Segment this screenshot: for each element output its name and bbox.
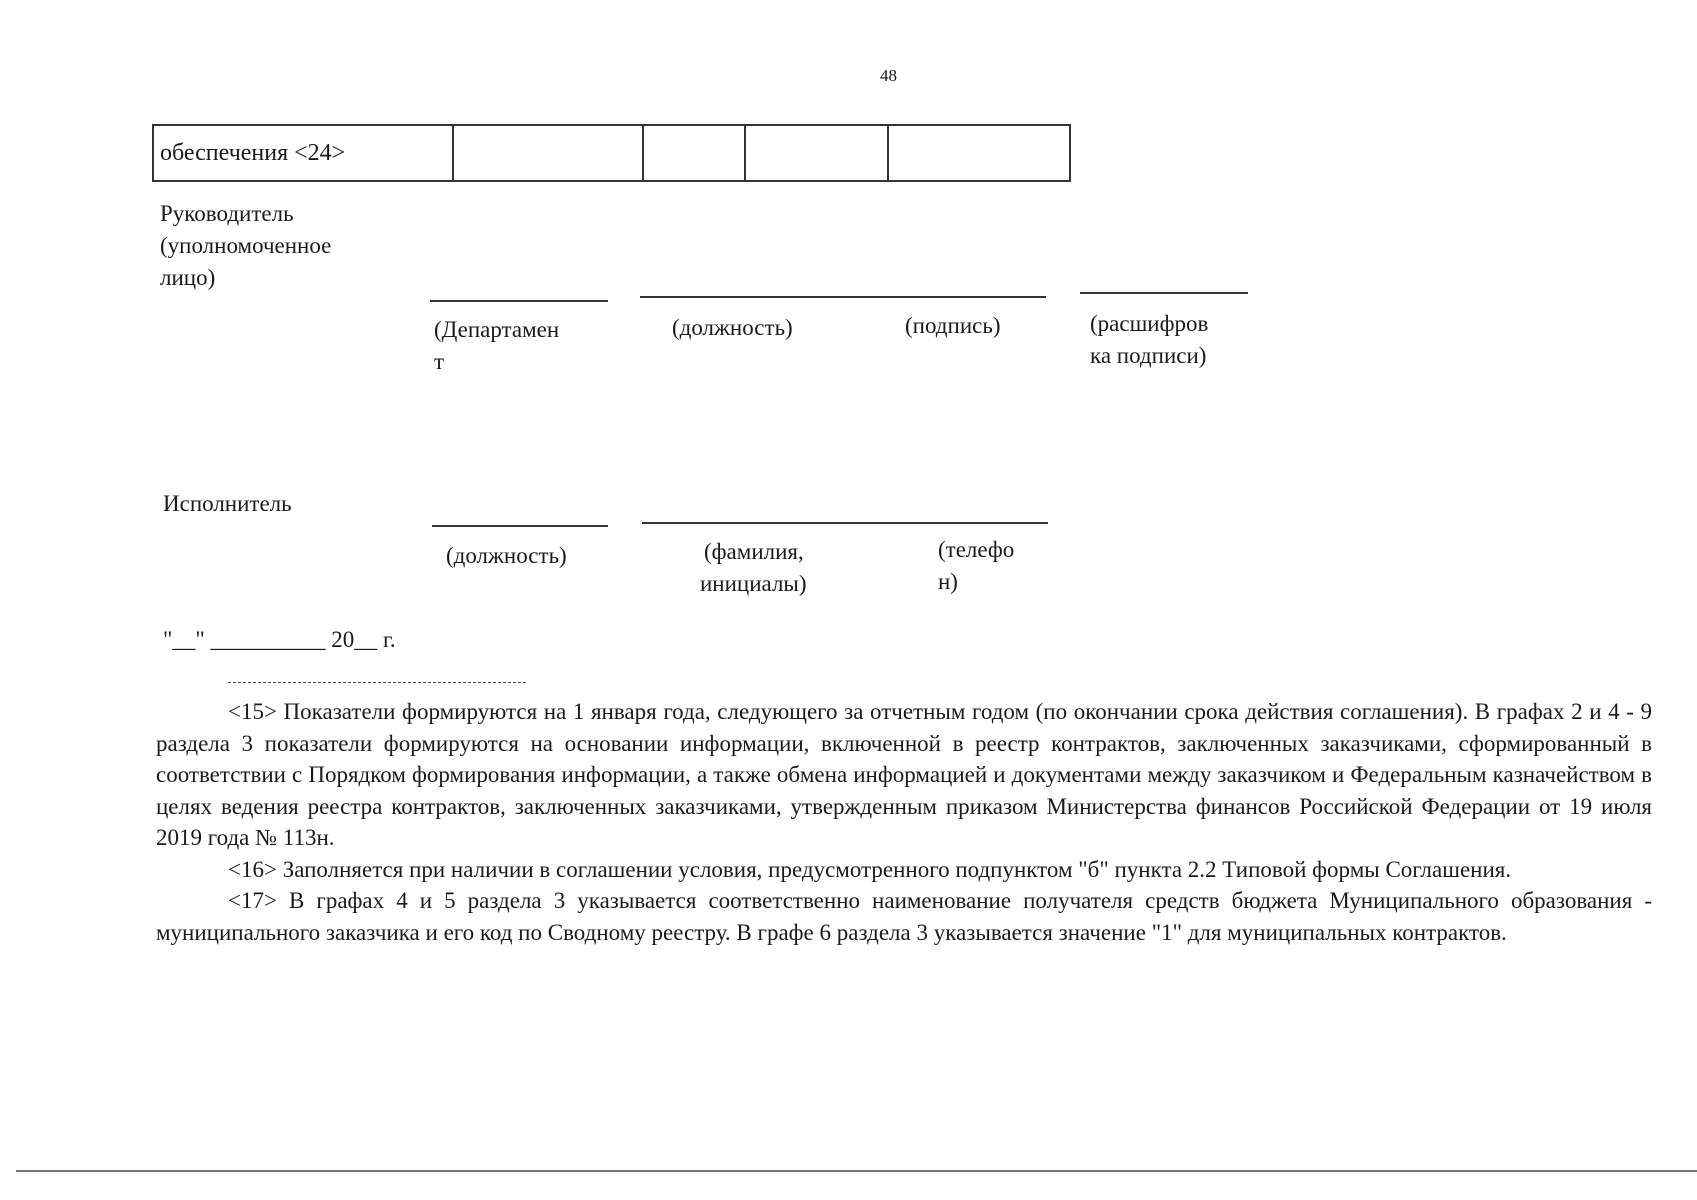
- footnote-separator: [228, 682, 526, 683]
- head-label-line1: Руководитель: [160, 201, 294, 226]
- page-number: 48: [880, 66, 897, 85]
- caption-position: (должность): [672, 315, 793, 340]
- head-label-line3: лицо): [160, 265, 216, 290]
- executor-position-line: [432, 525, 608, 527]
- head-position-signature-line: [640, 296, 1046, 298]
- caption-executor-position: (должность): [446, 543, 567, 568]
- caption-signature: (подпись): [905, 313, 1001, 338]
- table-cell-label: обеспечения <24>: [153, 125, 453, 181]
- table-cell-empty: [643, 125, 745, 181]
- caption-executor-phone-line1: (телефо: [938, 537, 1015, 562]
- caption-department-line1: (Департамен: [434, 317, 560, 342]
- caption-department-line2: т: [434, 349, 445, 374]
- footnotes: [156, 696, 1652, 948]
- table-cell-empty: [453, 125, 643, 181]
- head-label-line2: (уполномоченное: [160, 233, 332, 258]
- page-bottom-rule: [16, 1170, 1697, 1172]
- caption-decoding-line2: ка подписи): [1090, 343, 1207, 368]
- table-cell-empty: [745, 125, 888, 181]
- head-department-line: [430, 300, 608, 302]
- footnote-15: <15> Показатели формируются на 1 января года, следующего за отчетным годом (по окончании срока действия соглашения). В графах 2 и 4 - 9 раздела 3 показатели формируются на основании информации, включенной в реестр контрактов, заключенных заказчиками, сформированный в соответствии с Порядком формирования информации, а также обмена информацией и документами между заказчиком и Федеральным казначейством в целях ведения реестра контрактов, заключенных заказчиками, утвержденным приказом Министерства финансов Российской Федерации от 19 июля 2019 года № 113н.: [156, 699, 1652, 850]
- table-cell-empty: [888, 125, 1070, 181]
- executor-name-phone-line: [642, 522, 1048, 524]
- table-row: [153, 125, 1070, 181]
- table-fragment: [152, 124, 1071, 182]
- footnote-17: <17> В графах 4 и 5 раздела 3 указывается соответственно наименование получателя средств бюджета Муниципального образования - муниципального заказчика и его код по Сводному реестру. В графе 6 раздела 3 указывается значение "1" для муниципальных контрактов.: [156, 888, 1652, 945]
- executor-label: Исполнитель: [163, 491, 292, 516]
- caption-executor-name-line2: инициалы): [700, 571, 807, 596]
- head-decoding-line: [1080, 292, 1248, 294]
- caption-executor-name-line1: (фамилия,: [704, 539, 804, 564]
- date-line: "__" __________ 20__ г.: [163, 627, 396, 652]
- caption-decoding-line1: (расшифров: [1090, 311, 1209, 336]
- footnote-16: <16> Заполняется при наличии в соглашении условия, предусмотренного подпунктом "б" пункта 2.2 Типовой формы Соглашения.: [228, 856, 1512, 882]
- caption-executor-phone-line2: н): [938, 569, 958, 594]
